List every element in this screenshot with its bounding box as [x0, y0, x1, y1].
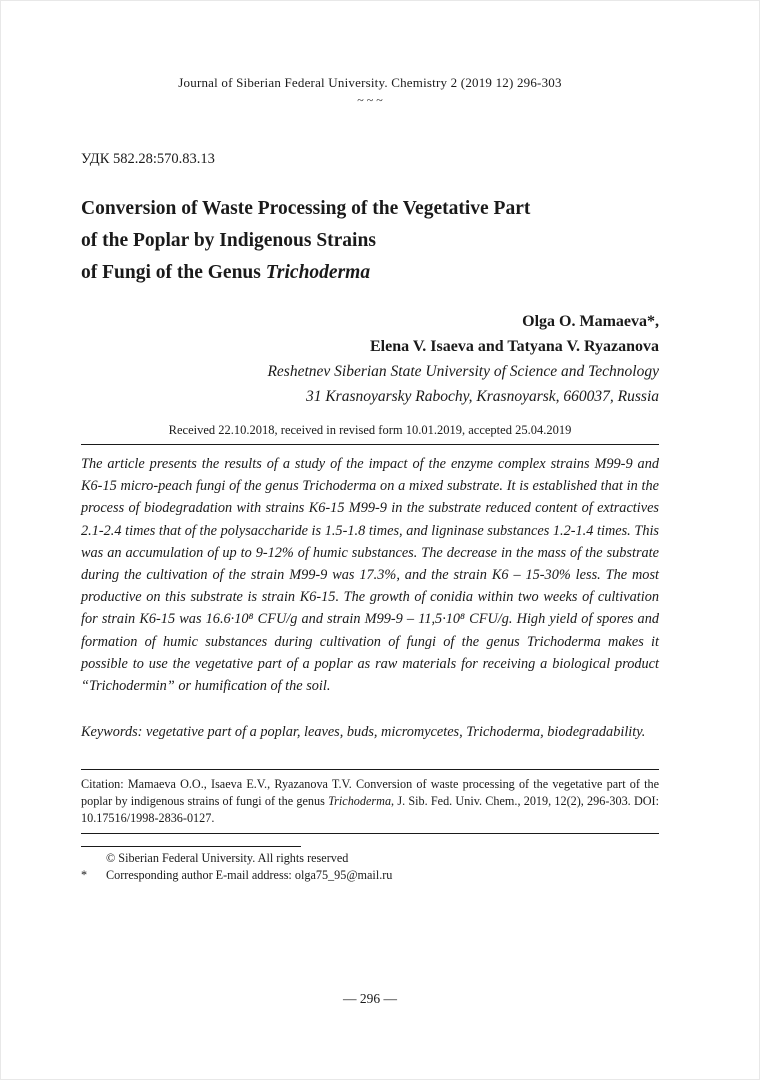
udc-code: УДК 582.28:570.83.13: [81, 151, 215, 167]
article-title-line-3-regular: of Fungi of the Genus: [81, 262, 266, 283]
article-title-line-3: [81, 257, 659, 289]
article-title-genus-italic: Trichoderma: [265, 262, 371, 283]
journal-header-line: Journal of Siberian Federal University. Chemistry 2 (2019 12) 296-303: [178, 75, 562, 90]
citation-text: [81, 776, 659, 826]
page-content: [81, 1, 659, 885]
divider-above-citation: [81, 769, 659, 770]
header-ornament: ~ ~ ~: [357, 93, 383, 107]
citation-genus-italic: Trichoderma: [328, 794, 392, 809]
abstract-text: The article presents the results of a study of the impact of the enzyme complex strains M99-9 and K6-15 micro-peach fungi of the genus Trichoderma on a mixed substrate. It is established that in the process of biodegradation with strains K6-15 M99-9 in the substrate reduced content of extractives 2.1-2.4 times that of the polysaccharide is 1.5-1.8 times, and ligninase substances 1.2-1.4 times. This was an accumulation of up to 9-12% of humic substances. The decrease in the mass of the substrate during the cultivation of the strain M99-9 was 17.3%, and the strain K6 – 15-30% less. The most productive on this substrate is strain K6-15. The growth of conidia within two weeks of cultivation for strain K6-15 was 16.6·10⁸ CFU/g and strain M99-9 – 11,5·10⁸ CFU/g. High yield of spores and formation of humic substances during cultivation of fungi of the genus Trichoderma makes it possible to use the vegetative part of a poplar as raw materials for receiving a biological product “Trichodermin” or humification of the soil.: [81, 456, 659, 695]
author-line-2: Elena V. Isaeva and Tatyana V. Ryazanova: [369, 338, 659, 355]
divider-below-citation: [81, 833, 659, 834]
affiliation-line-2: 31 Krasnoyarsky Rabochy, Krasnoyarsk, 660037, Russia: [305, 388, 659, 405]
copyright-text: © Siberian Federal University. All rights reserved: [106, 850, 349, 865]
footnote-divider: [81, 846, 301, 847]
keywords-line: Keywords: vegetative part of a poplar, leaves, buds, micromycetes, Trichoderma, biodegradability.: [81, 724, 646, 741]
corresponding-author-line: [81, 867, 659, 885]
copyright-indent: [81, 850, 106, 868]
article-title-line-2: of the Poplar by Indigenous Strains: [81, 230, 376, 251]
article-title-line-1: Conversion of Waste Processing of the Vegetative Part: [81, 198, 531, 219]
divider-above-abstract: [81, 444, 659, 445]
affiliation-line-1: Reshetnev Siberian State University of Science and Technology: [267, 363, 659, 380]
author-line-1: Olga O. Mamaeva*,: [522, 313, 659, 330]
page-number: — 296 —: [343, 991, 397, 1006]
copyright-line: [81, 850, 659, 868]
footnote-asterisk: *: [81, 868, 88, 883]
received-dates-line: Received 22.10.2018, received in revised form 10.01.2019, accepted 25.04.2019: [168, 423, 572, 437]
footnote-block: [81, 846, 659, 885]
authors-block: [81, 309, 659, 409]
article-title: [81, 193, 659, 289]
corresponding-author-text: Corresponding author E-mail address: olga75_95@mail.ru: [106, 868, 393, 883]
citation-post: , J. Sib. Fed. Univ. Chem., 2019, 12(2), 296-303. DOI: 10.17516/1998-2836-0127.: [81, 794, 660, 825]
citation-pre: Citation: Mamaeva O.O., Isaeva E.V., Ryazanova T.V. Conversion of waste processing of the vegetative part of the poplar by indigenous strains of fungi of the genus: [81, 777, 659, 809]
